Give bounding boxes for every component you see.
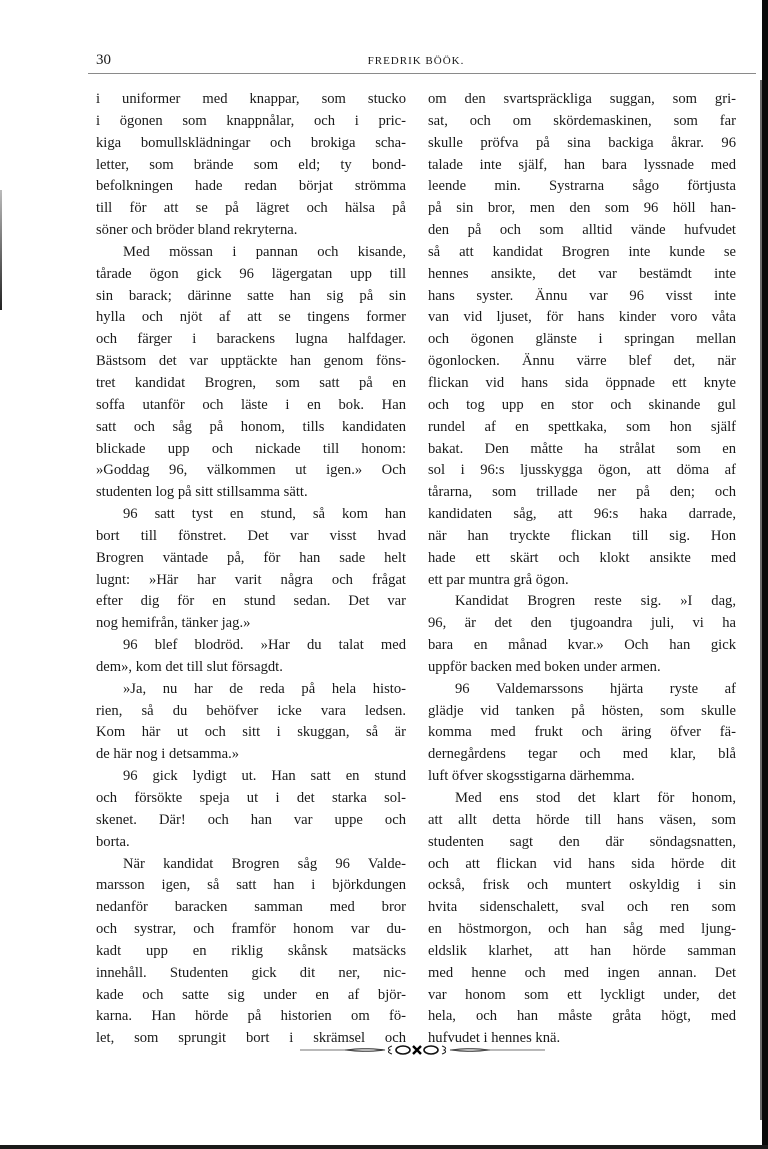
text-line: och systrar, och framför honom var du- [96, 921, 406, 938]
text-line: 96 blef blodröd. »Har du talat med [123, 637, 406, 654]
text-line: hvita sidenschalett, sval och ren som [428, 899, 736, 916]
text-line: skenet. Där! och han var uppe och [96, 811, 406, 828]
scan-shadow-right [760, 80, 762, 1120]
text-line: Brogren väntade på, för han sade helt [96, 549, 406, 566]
text-line: marsson igen, så satt han i björkdungen [96, 877, 406, 894]
text-line: om den svartspräckliga suggan, som gri- [428, 91, 736, 107]
text-line: bakat. Den måtte ha strålat som en [428, 440, 736, 457]
page-number: 30 [96, 52, 111, 68]
text-line: och ögonen glänste i springan mellan [428, 331, 736, 348]
text-line: letter, som brände som eld; ty bond- [96, 156, 406, 173]
scan-edge-right [762, 0, 768, 1149]
text-line: talade inte själf, han bara lyssnade med [428, 156, 736, 173]
text-line: 96 satt tyst en stund, så kom han [123, 506, 406, 523]
running-head: FREDRIK BÖÖK. [367, 55, 465, 67]
header-rule [88, 73, 756, 74]
text-line: soffa utanför och läste i en bok. Han [96, 396, 406, 413]
text-line: lugnt: »Här har varit några och frågat [96, 571, 406, 588]
text-column-left [96, 89, 406, 1050]
text-line: sol i 96:s ljusskygga ögon, att döma af [428, 462, 736, 479]
text-line: hufvudet i hennes knä. [428, 1030, 561, 1047]
text-line: blickade upp och nickade till honom: [96, 440, 406, 457]
text-line: studenten log på sitt stillsamma sätt. [96, 484, 308, 501]
text-line: bara en månad kvar.» Och han gick [428, 637, 736, 654]
text-line: hade ett skärt och klokt ansikte med [428, 549, 736, 566]
text-line: bort till fönstret. Det var visst hvad [96, 527, 406, 544]
text-line: ett par muntra grå ögon. [428, 571, 569, 588]
text-line: 96 Valdemarssons hjärta ryste af [455, 680, 736, 697]
text-line: 96 gick lydigt ut. Han satt en stund [123, 768, 406, 785]
scan-edge-left [0, 190, 2, 310]
text-column-right [428, 89, 736, 1050]
text-line: »Ja, nu har de reda på hela histo- [123, 680, 406, 697]
text-line: tårade ögon gick 96 lägergatan upp till [96, 265, 406, 282]
text-line: tret kandidat Brogren, som satt på en [96, 374, 406, 391]
text-line: karna. Han hörde på historien om fö- [96, 1008, 406, 1025]
text-line: 96, är det den tjugoandra juli, vi ha [428, 615, 736, 632]
text-line: i ögonen som knappnålar, och i pric- [96, 112, 406, 129]
text-line: Med mössan i pannan och kisande, [123, 243, 406, 260]
text-line: hela, och han måste gråta högt, med [428, 1008, 736, 1025]
text-line: var honom som ett lyckligt under, det [428, 986, 736, 1003]
text-line: på sin bror, men den som 96 höll han- [428, 200, 736, 217]
text-line: rundel af en spettkaka, som hon själf [428, 418, 736, 435]
text-line: Kom här ut och sitt i skuggan, så är [96, 724, 406, 741]
text-line: ögonlocken. Ännu värre blef det, när [428, 353, 736, 370]
text-line: satt och såg på honom, tills kandidaten [96, 418, 406, 435]
text-line: När kandidat Brogren såg 96 Valde- [123, 855, 406, 872]
text-line: sat, och om skördemaskinen, som far [428, 112, 736, 129]
text-line: let, som sprungit bort i skrämsel och [96, 1030, 406, 1047]
text-line: de här nog i detsamma.» [96, 746, 240, 763]
text-line: »Goddag 96, välkommen ut igen.» Och [96, 462, 406, 479]
text-line: Med ens stod det klart för honom, [455, 790, 736, 806]
text-line: kadt upp en riklig skånsk matsäcks [96, 942, 406, 959]
text-line: sin barack; därinne satte han sig på sin [96, 287, 406, 304]
text-line: i uniformer med knappar, som stucko [96, 91, 406, 107]
text-line: till för att se på lägret och hälsa på [96, 200, 406, 217]
text-line: en höstmorgon, och han såg med ljung- [428, 921, 736, 938]
text-line: och att flickan vid hans sida hörde dit [428, 855, 736, 872]
text-line: hans syster. Ännu var 96 visst inte [428, 287, 736, 304]
text-line: van vid ljuset, för hans kinder voro våta [428, 309, 736, 326]
text-line: borta. [96, 833, 130, 850]
text-line: nedanför baracken samman med bror [96, 899, 406, 916]
text-line: studenten sagt den där söndagsnatten, [428, 833, 736, 850]
text-line: nog hemifrån, tänker jag.» [96, 615, 251, 632]
text-line: glädje vid tanken på hösten, som skulle [428, 702, 736, 719]
text-line: Bästsom det var upptäckte han genom föns- [96, 353, 406, 370]
page-header [96, 52, 736, 72]
scan-edge-bottom [0, 1145, 768, 1149]
text-line: och försökte speja ut i det starka sol- [96, 790, 406, 806]
text-line: efter dig för en stund sedan. Det var [96, 593, 406, 610]
text-line: också, frisk och muntert oskyldig i sin [428, 877, 736, 894]
text-line: tårarna, som trillade ner på den; och [428, 484, 736, 501]
text-line: att allt detta hörde till hans väsen, som [428, 811, 736, 828]
text-line: den på och som alltid vände hufvudet [428, 222, 736, 239]
flourish-ornament-icon [300, 1043, 545, 1057]
text-line: eldslik klarhet, att han hörde samman [428, 942, 736, 959]
text-line: kandidaten såg, att 96:s haka darrade, [428, 506, 736, 523]
text-line: dernegårdens tegar och med klar, blå [428, 746, 736, 763]
text-line: kiga bomullsklädningar och brokiga scha- [96, 134, 406, 151]
text-line: kade och satte sig under en af björ- [96, 986, 406, 1003]
text-line: leende min. Systrarna sågo förtjusta [428, 178, 736, 195]
text-line: och färger i barackens lugna halfdager. [96, 331, 406, 348]
text-line: söner och bröder bland rekryterna. [96, 222, 298, 239]
text-line: och tog upp en stor och skinande gul [428, 396, 736, 413]
text-line: flickan vid hans sida öppnade ett knyte [428, 374, 736, 391]
text-line: så att kandidat Brogren inte kunde se [428, 243, 736, 260]
text-line: dem», kom det till slut försagdt. [96, 658, 283, 675]
text-line: hennes ansikte, det var bestämdt inte [428, 265, 736, 282]
text-line: luft öfver skogsstigarna därhemma. [428, 768, 635, 785]
text-line: Kandidat Brogren reste sig. »I dag, [455, 593, 736, 610]
text-line: innehåll. Studenten gick dit ner, nic- [96, 964, 406, 981]
text-line: när han tryckte flickan till sig. Hon [428, 527, 736, 544]
text-line: med henne och med ingen annan. Det [428, 964, 736, 981]
text-line: komma med frukt och äring öfver fä- [428, 724, 736, 741]
text-line: befolkningen hade redan börjat strömma [96, 178, 406, 195]
text-line: rien, så du behöfver icke vara ledsen. [96, 702, 406, 719]
text-line: uppför backen med boken under armen. [428, 658, 661, 675]
text-line: skulle pröfva på sina backiga åkrar. 96 [428, 134, 736, 151]
text-line: hylla och njöt af att se tingens former [96, 309, 406, 326]
